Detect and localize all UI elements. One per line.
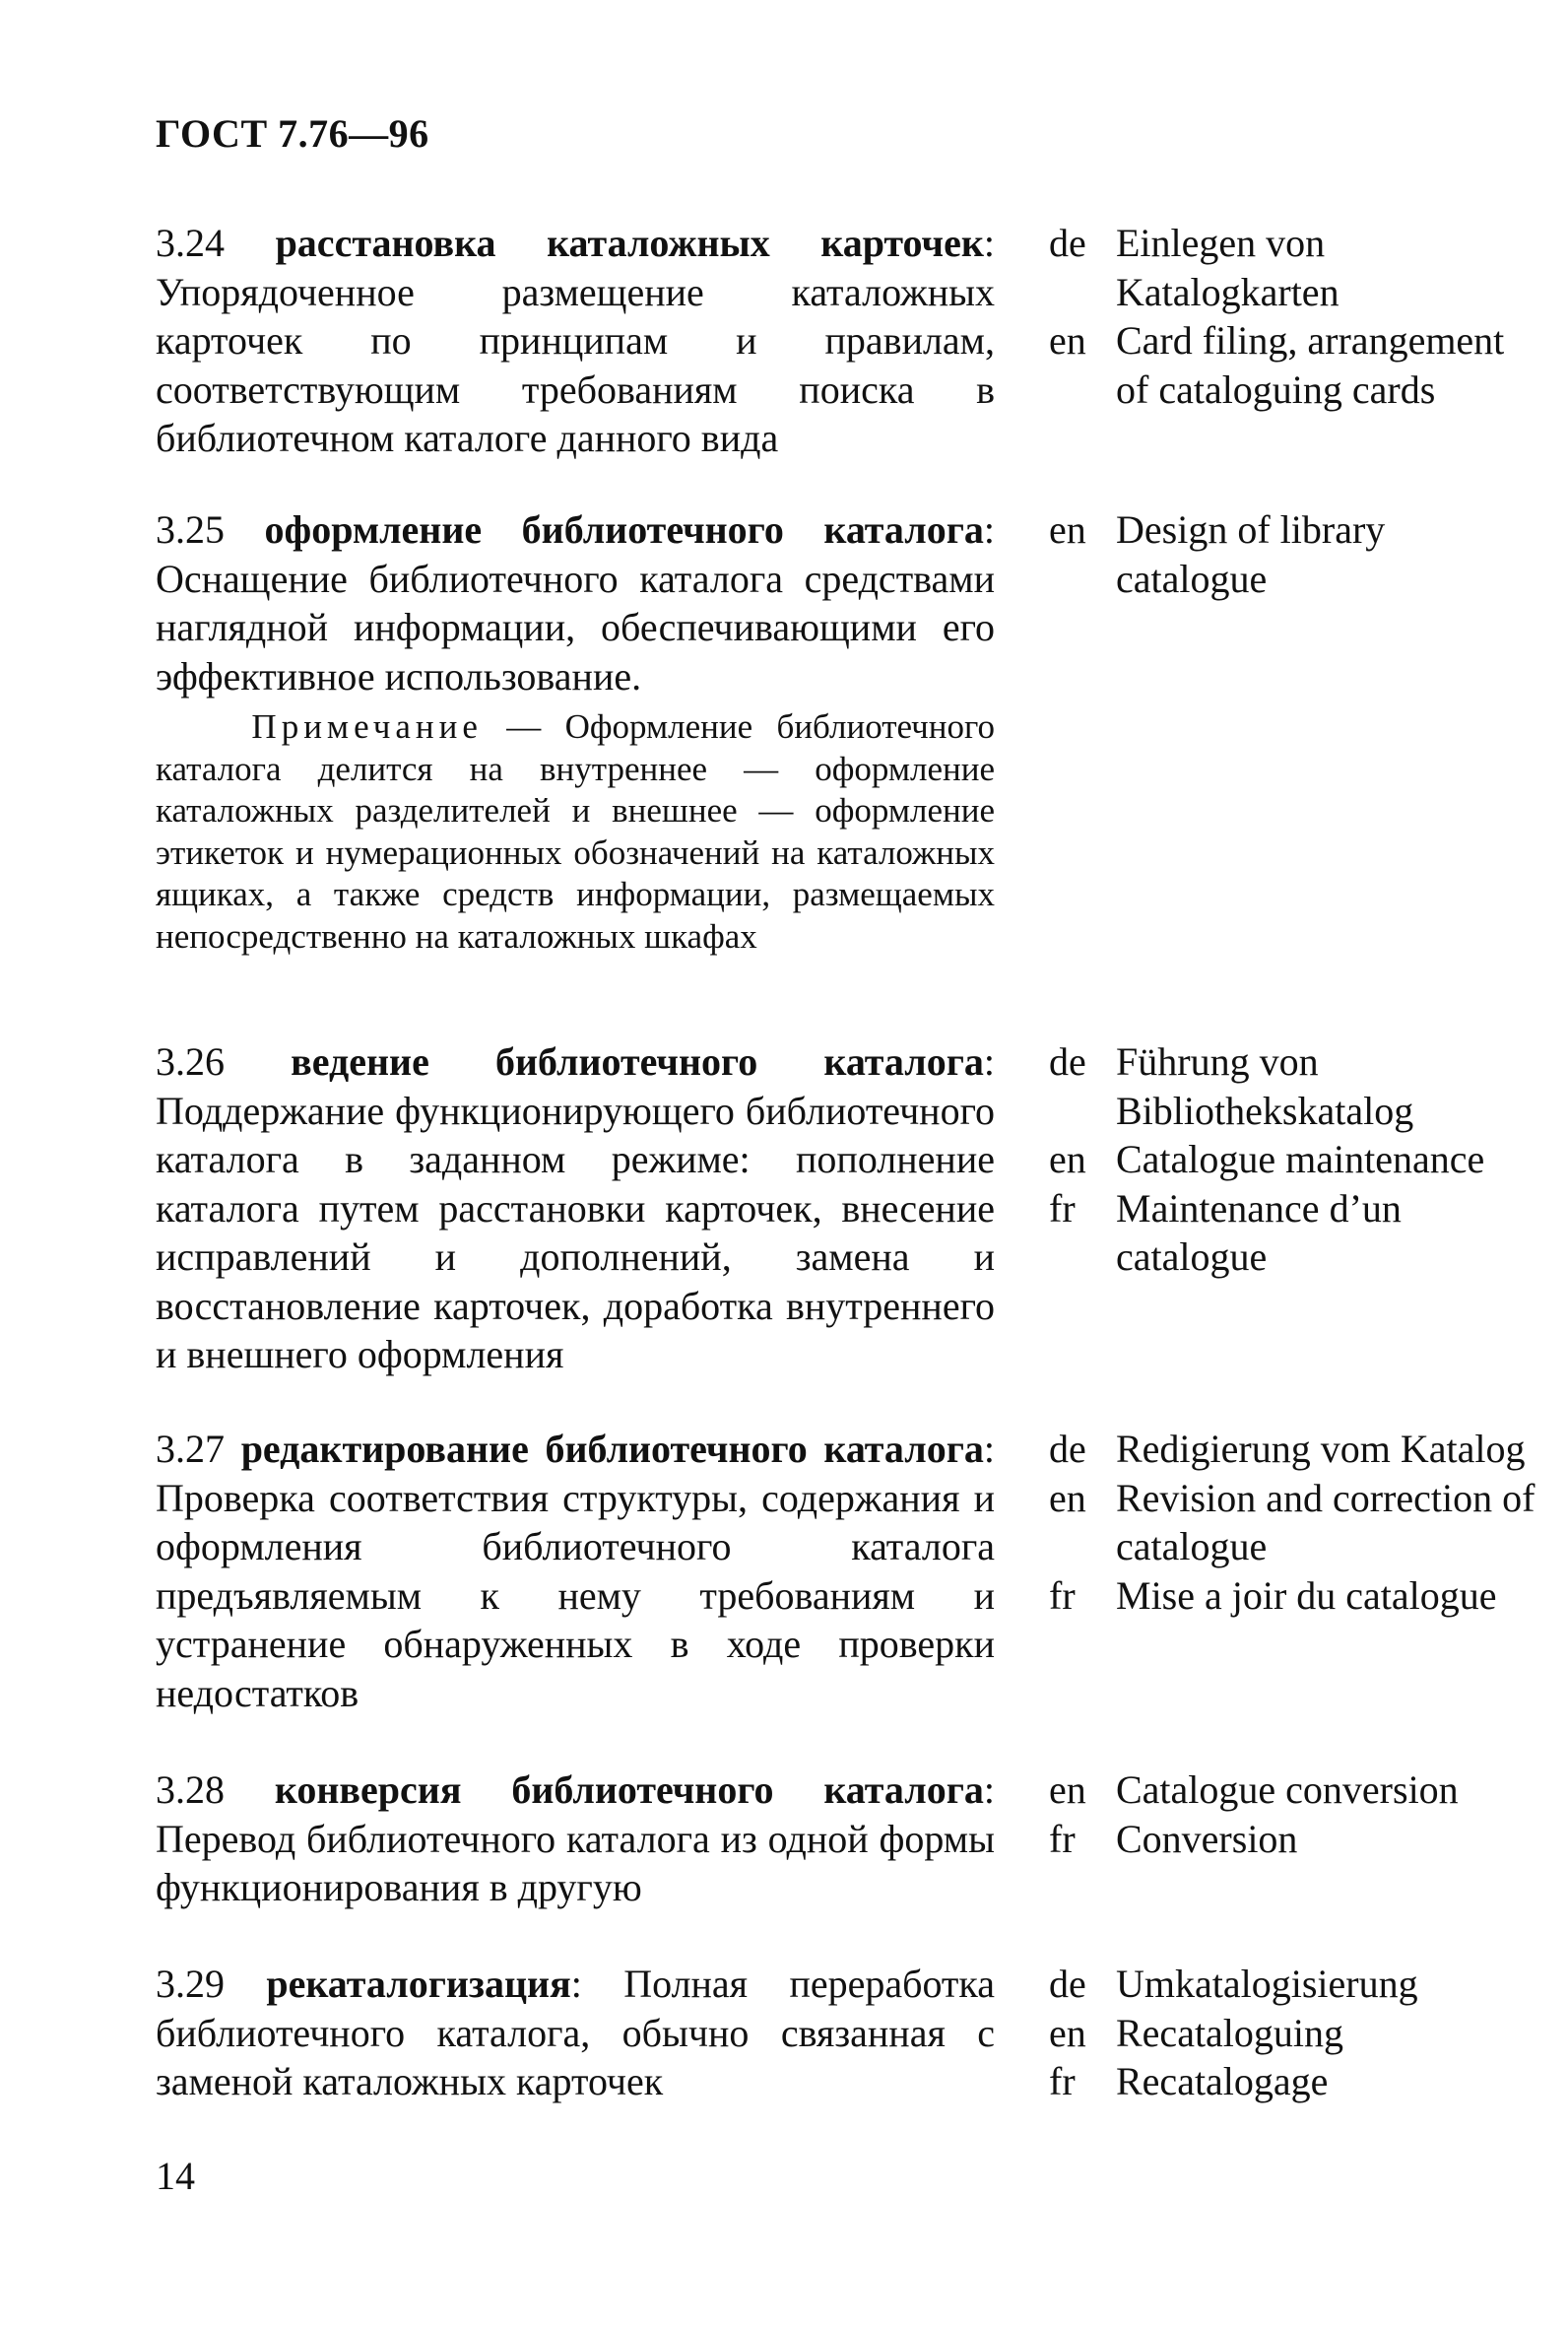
definition-block: 3.25 оформление библиотечного каталога: Оснащение библиотечного каталога средствами наглядной информации, обеспечивающими его эффективное использование. [156,507,996,699]
term-entry-3-29 [156,1960,1525,2106]
definition-text: Полная переработка библиотечного каталога, обычно связанная с заменой каталожных карточек [156,1962,995,2103]
language-code: fr [1049,1816,1076,1861]
term: конверсия библиотечного каталога [274,1767,984,1812]
equivalent-term: Conversion [1116,1816,1298,1861]
definition-block: 3.29 рекаталогизация: Полная переработка библиотечного каталога, обычно связанная с заменой каталожных карточек [156,1962,995,2103]
term: ведение библиотечного каталога [291,1039,984,1084]
language-code: en [1049,318,1086,363]
term: рекаталогизация [266,1962,571,2006]
note-text: Оформление библиотечного каталога делится на внутреннее — оформление каталожных разделителей и внешнее — оформление этикеток и нумерационных обозначений на каталожных ящиках, а также средств информации, размещаемых непосредственно на каталожных шкафах [156,707,996,956]
equivalent-de [1049,1960,1541,2009]
equivalent-fr [1049,1184,1541,1282]
equivalent-term: Recataloguing [1116,2010,1344,2055]
equivalent-term: Design of library catalogue [1116,507,1386,601]
language-code: de [1049,221,1086,265]
language-code: fr [1049,1185,1076,1231]
entry-number: 3.25 [156,507,225,552]
foreign-equivalents [1049,505,1541,603]
language-code: de [1049,1039,1086,1084]
term: оформление библиотечного каталога [264,507,984,552]
entry-number: 3.24 [156,221,225,265]
equivalent-fr [1049,1571,1541,1621]
language-code: de [1049,1962,1086,2006]
language-code: en [1049,1137,1086,1181]
language-code: en [1049,507,1086,552]
language-code: en [1049,2010,1086,2055]
equivalent-en [1049,2009,1541,2058]
equivalent-de [1049,219,1541,316]
entry-number: 3.27 [156,1427,225,1471]
definition-block: 3.27 редактирование библиотечного каталога: Проверка соответствия структуры, содержания и оформления библиотечного каталога предъявляемым к нему требованиям и устранение обнаруженных в ходе проверки недостатков [156,1427,996,1715]
language-code: de [1049,1427,1086,1471]
term-entry-3-24 [156,219,1525,463]
definition-text: Перевод библиотечного каталога из одной формы функционирования в другую [156,1816,995,1909]
term-entry-3-28 [156,1765,1525,1912]
definition-text: Проверка соответствия структуры, содержания и оформления библиотечного каталога предъявляемым к нему требованиям и устранение обнаруженных в ходе проверки недостатков [156,1475,995,1715]
equivalent-term: Umkatalogisierung [1116,1962,1418,2006]
term: расстановка каталожных карточек [275,221,984,265]
equivalent-en [1049,1135,1541,1184]
equivalent-term: Maintenance d’un catalogue [1116,1185,1402,1279]
term-entry-3-25 [156,505,1525,958]
page-number: 14 [156,2154,195,2198]
equivalent-term: Catalogue conversion [1116,1767,1459,1812]
equivalent-term: Einlegen von Katalogkarten [1116,221,1339,314]
definition-block: 3.28 конверсия библиотечного каталога: Перевод библиотечного каталога из одной формы функционирования в другую [156,1767,995,1909]
equivalent-term: Redigierung vom Katalog [1116,1427,1526,1471]
equivalent-en [1049,505,1541,603]
term-entry-3-26 [156,1037,1525,1379]
language-code: fr [1049,1572,1076,1618]
equivalent-term: Führung von Bibliothekskatalog [1116,1039,1414,1133]
term-entry-3-27 [156,1425,1535,1717]
equivalent-fr [1049,2057,1541,2106]
definition-text: Оснащение библиотечного каталога средствами наглядной информации, обеспечивающими его эффективное использование. [156,556,995,699]
note-block: Примечание — Оформление библиотечного каталога делится на внутреннее — оформление каталожных разделителей и внешнее — оформление этикеток и нумерационных обозначений на каталожных ящиках, а также средств информации, размещаемых непосредственно на каталожных шкафах [156,707,996,956]
foreign-equivalents [1049,1425,1541,1620]
foreign-equivalents [1049,1765,1541,1863]
definition-text: Поддержание функционирующего библиотечного каталога в заданном режиме: пополнение каталога путем расстановки карточек, внесение исправлений и дополнений, замена и восстановление карточек, доработка внутреннего и внешнего оформления [156,1088,995,1376]
definition-block: 3.26 ведение библиотечного каталога: Поддержание функционирующего библиотечного каталога в заданном режиме: пополнение каталога путем расстановки карточек, внесение исправлений и дополнений, замена и восстановление карточек, доработка внутреннего и внешнего оформления [156,1039,995,1376]
language-code: en [1049,1767,1086,1812]
equivalent-fr [1049,1815,1541,1864]
foreign-equivalents [1049,219,1541,414]
language-code: en [1049,1475,1086,1520]
equivalent-en [1049,1474,1541,1571]
equivalent-term: Revision and correction of catalogue [1116,1475,1535,1568]
definition-text: Упорядоченное размещение каталожных карточек по принципам и правилам, соответствующим требованиям поиска в библиотечном каталоге данного вида [156,269,995,460]
entry-number: 3.26 [156,1039,225,1084]
foreign-equivalents [1049,1037,1541,1282]
equivalent-de [1049,1037,1541,1135]
equivalent-term: Recatalogage [1116,2059,1329,2103]
term: редактирование библиотечного каталога [240,1427,984,1471]
equivalent-de [1049,1425,1541,1474]
document-header: ГОСТ 7.76—96 [156,111,429,156]
equivalent-term: Mise a joir du catalogue [1116,1572,1497,1618]
foreign-equivalents [1049,1960,1541,2106]
equivalent-term: Card filing, arrangement of cataloguing cards [1116,318,1505,412]
equivalent-term: Catalogue maintenance [1116,1137,1485,1181]
entry-number: 3.29 [156,1962,225,2006]
language-code: fr [1049,2059,1076,2103]
definition-block: 3.24 расстановка каталожных карточек: Упорядоченное размещение каталожных карточек по принципам и правилам, соответствующим требованиям поиска в библиотечном каталоге данного вида [156,221,996,460]
entry-number: 3.28 [156,1767,225,1812]
equivalent-en [1049,316,1541,414]
equivalent-en [1049,1765,1541,1815]
note-label: Примечание [251,707,483,746]
